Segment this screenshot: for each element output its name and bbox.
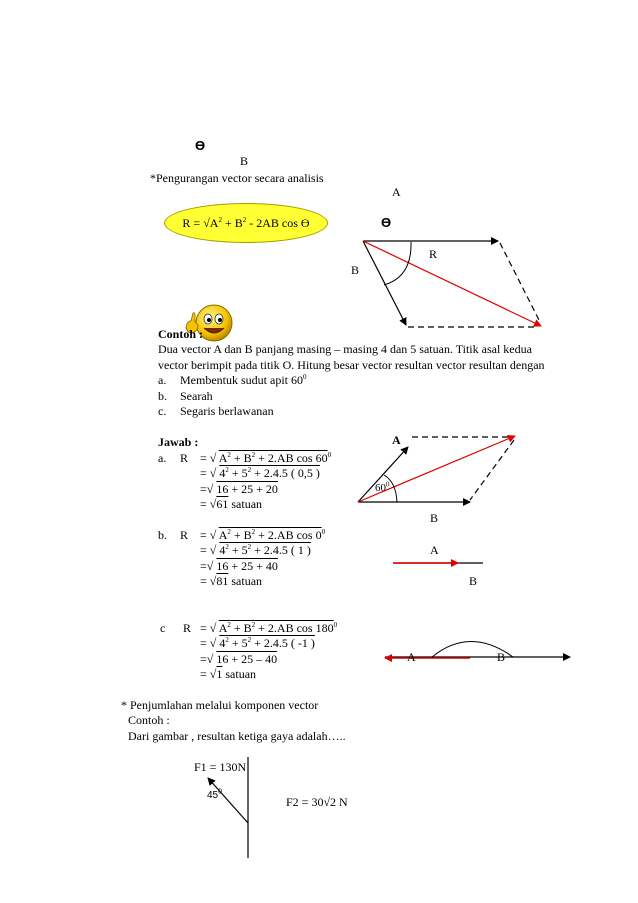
- force-f2-label: F2 = 30√2 N: [286, 795, 348, 809]
- subtraction-diagram: [363, 241, 541, 327]
- diagram1-theta: ϴ: [381, 215, 392, 230]
- answer-a-line-2: = √ $4^2 + 5^2 + 2.4.5$ ( 0,5 ): [200, 466, 320, 480]
- diagram4-label-a: A: [407, 650, 416, 664]
- dashed-side-right: [500, 243, 540, 322]
- vector-label-b: B: [240, 154, 249, 168]
- answer-c-line-1: = √ $A^2 + B^2 + 2.AB$ $\cos 180^0$: [200, 621, 338, 635]
- dashed-right: [470, 440, 514, 500]
- diagram4-label-b: B: [497, 650, 506, 664]
- answer-c-line-4: = √1 satuan: [200, 667, 257, 681]
- diagram1-label-a: A: [392, 185, 401, 199]
- problem-item-a: a. Membentuk sudut apit $60^0$: [158, 373, 307, 387]
- angle-arc: [384, 242, 411, 285]
- answer-b-line-3: =√ 16 + 25 + 40: [200, 559, 278, 573]
- answer-b-r: R: [180, 528, 189, 542]
- force-angle-label: $45^0$: [207, 788, 223, 801]
- answer-c-r: R: [183, 621, 192, 635]
- answer-a-marker: a.: [158, 451, 167, 465]
- diagram2-label-b: B: [430, 511, 439, 525]
- answer-b-marker: b.: [158, 528, 167, 542]
- components-example: Contoh :: [128, 713, 170, 727]
- problem-line-1: Dua vector A dan B panjang masing – masing 4 dan 5 satuan. Titik asal kedua: [158, 342, 532, 356]
- diagram3-label-a: A: [430, 543, 439, 557]
- answer-b-line-4: = √81 satuan: [200, 574, 263, 588]
- answer-b-line-1: = √ $A^2 + B^2 + 2.AB$ $\cos 0^0$: [200, 528, 326, 542]
- diagram1-label-r: R: [429, 247, 438, 261]
- example-label: Contoh :: [158, 327, 204, 341]
- diagram2-angle: $60^0$: [375, 480, 390, 494]
- components-question: Dari gambar , resultan ketiga gaya adalah…..: [128, 729, 346, 743]
- diagram2-label-a: A: [392, 433, 401, 447]
- vector-b-arrow: [363, 241, 406, 325]
- subtraction-heading: *Pengurangan vector secara analisis: [150, 171, 324, 185]
- answer-c-line-3: =√ 16 + 25 – 40: [200, 652, 278, 666]
- answer-a-r: R: [180, 451, 189, 465]
- diagram1-label-b: B: [351, 263, 360, 277]
- answer-a-line-1: = √ $A^2 + B^2 + 2.AB$ $\cos 60^0$: [200, 451, 332, 465]
- answer-label: Jawab :: [158, 435, 199, 449]
- diagram3-label-b: B: [469, 574, 478, 588]
- theta-symbol: ϴ: [195, 138, 206, 153]
- subtraction-formula: $R = √A^2 + B^2 - 2AB$ cos ϴ: [182, 215, 310, 230]
- problem-item-c: c. Segaris berlawanan: [158, 404, 274, 418]
- components-heading: * Penjumlahan melalui komponen vector: [121, 698, 319, 712]
- problem-line-2: vector berimpit pada titik O. Hitung besar vector resultan vector resultan dengan: [158, 358, 545, 372]
- answer-a-line-3: =√ 16 + 25 + 20: [200, 482, 278, 496]
- problem-item-b: b. Searah: [158, 389, 213, 403]
- answer-a-line-4: = √61 satuan: [200, 497, 263, 511]
- answer-c-marker: c: [160, 621, 166, 635]
- answer-c-line-2: = √ $4^2 + 5^2 + 2.4.5$ ( -1 ): [200, 636, 315, 650]
- force-f1-label: F1 = 130N: [194, 760, 247, 774]
- answer-b-line-2: = √ $4^2 + 5^2 + 2.4.5$ ( 1 ): [200, 543, 311, 557]
